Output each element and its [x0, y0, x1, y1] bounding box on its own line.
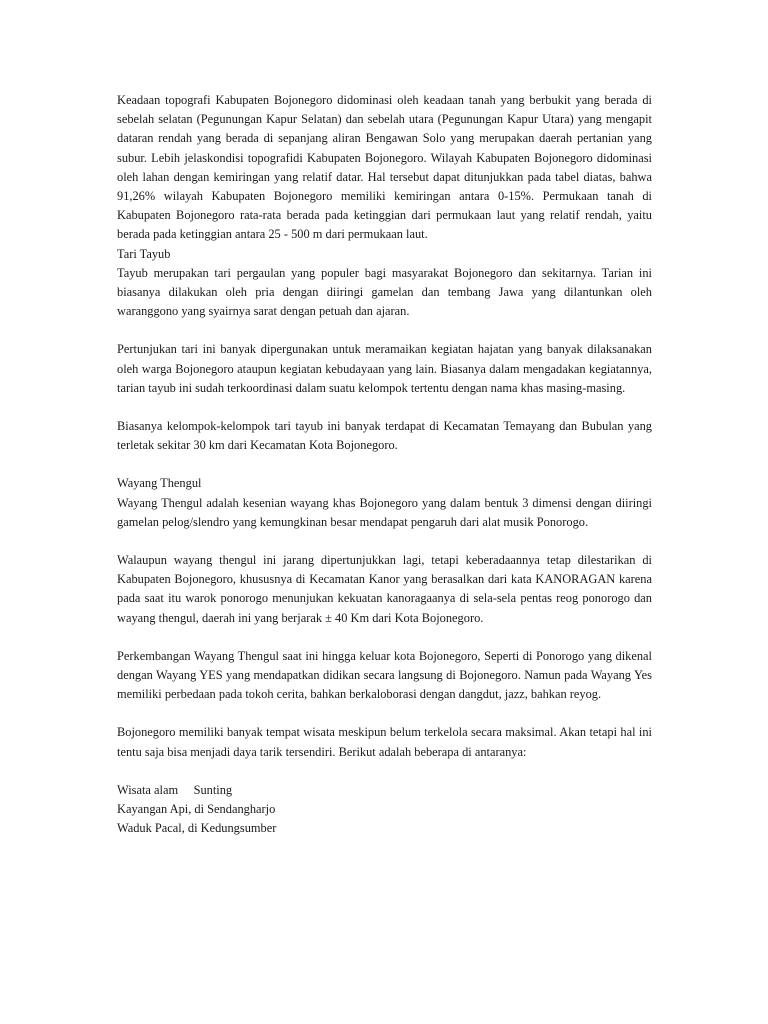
paragraph-tayub-1: Tayub merupakan tari pergaulan yang populer bagi masyarakat Bojonegoro dan sekitarnya. Tarian ini biasanya dilakukan oleh pria dengan diiringi gamelan dan tembang Jawa yang dilantunkan oleh waranggono yang syairnya sarat dengan petuah dan ajaran.: [117, 265, 652, 319]
heading-tari-tayub: Tari Tayub: [117, 246, 171, 261]
paragraph-gap: [117, 762, 652, 781]
paragraph-tayub-3: Biasanya kelompok-kelompok tari tayub ini banyak terdapat di Kecamatan Temayang dan Bubulan yang terletak sekitar 30 km dari Kecamatan Kota Bojonegoro.: [117, 419, 652, 453]
paragraph-topografi: Keadaan topografi Kabupaten Bojonegoro didominasi oleh keadaan tanah yang berbukit yang berada di sebelah selatan (Pegunungan Kapur Selatan) dan sebelah utara (Pegunungan Kapur Utara) yang mengapit dataran rendah yang berada di sepanjang aliran Bengawan Solo yang merupakan daerah pertanian yang subur. Lebih jelaskondisi topografidi Kabupaten Bojonegoro. Wilayah Kabupaten Bojonegoro didominasi oleh lahan dengan kemiringan yang relatif datar. Hal tersebut dapat ditunjukkan pada tabel diatas, bahwa 91,26% wilayah Kabupaten Bojonegoro memiliki kemiringan antara 0-15%. Permukaan tanah di Kabupaten Bojonegoro rata-rata berada pada ketinggian dari permukaan laut yang relatif rendah, yaitu berada pada ketinggian antara 25 - 500 m dari permukaan laut.: [117, 93, 652, 242]
paragraph-gap: [117, 455, 652, 474]
list-item-kayangan-api: Kayangan Api, di Sendangharjo: [117, 802, 276, 817]
paragraph-thengul-3: Perkembangan Wayang Thengul saat ini hingga keluar kota Bojonegoro, Seperti di Ponorogo yang dikenal dengan Wayang YES yang mendapatkan didikan secara langsung di Bojonegoro. Namun pada Wayang Yes memiliki perbedaan pada tokoh cerita, bahkan berkaloborasi dengan dangdut, jazz, bahkan reyog.: [117, 648, 652, 702]
list-item-wisata-alam: Wisata alam Sunting: [117, 782, 233, 797]
list-item-waduk-pacal: Waduk Pacal, di Kedungsumber: [117, 821, 277, 836]
paragraph-gap: [117, 628, 652, 647]
paragraph-gap: [117, 532, 652, 551]
paragraph-gap: [117, 704, 652, 723]
paragraph-gap: [117, 398, 652, 417]
paragraph-tayub-2: Pertunjukan tari ini banyak dipergunakan untuk meramaikan kegiatan hajatan yang banyak dilaksanakan oleh warga Bojonegoro ataupun kegiatan kebudayaan yang lain. Biasanya dalam mengadakan kegiatannya, tarian tayub ini sudah terkoordinasi dalam suatu kelompok tertentu dengan nama khas masing-masing.: [117, 342, 652, 395]
paragraph-thengul-2: Walaupun wayang thengul ini jarang dipertunjukkan lagi, tetapi keberadaannya tetap dilestarikan di Kabupaten Bojonegoro, khususnya di Kecamatan Kanor yang berasalkan dari kata KANORAGAN karena pada saat itu warok ponorogo menunjukan kekuatan kanoragaanya di sela-sela pentas reog ponorogo dan wayang thengul, daerah ini yang berjarak ± 40 Km dari Kota Bojonegoro.: [117, 553, 652, 625]
paragraph-thengul-1: Wayang Thengul adalah kesenian wayang khas Bojonegoro yang dalam bentuk 3 dimensi dengan diiringi gamelan pelog/slendro yang kemungkinan besar mendapat pengaruh dari alat musik Ponorogo.: [117, 495, 652, 529]
paragraph-wisata: Bojonegoro memiliki banyak tempat wisata meskipun belum terkelola secara maksimal. Akan tetapi hal ini tentu saja bisa menjadi daya tarik tersendiri. Berikut adalah beberapa di antaranya:: [117, 725, 652, 759]
document-page: [117, 91, 652, 839]
paragraph-gap: [117, 321, 652, 340]
heading-wayang-thengul: Wayang Thengul: [117, 476, 202, 491]
